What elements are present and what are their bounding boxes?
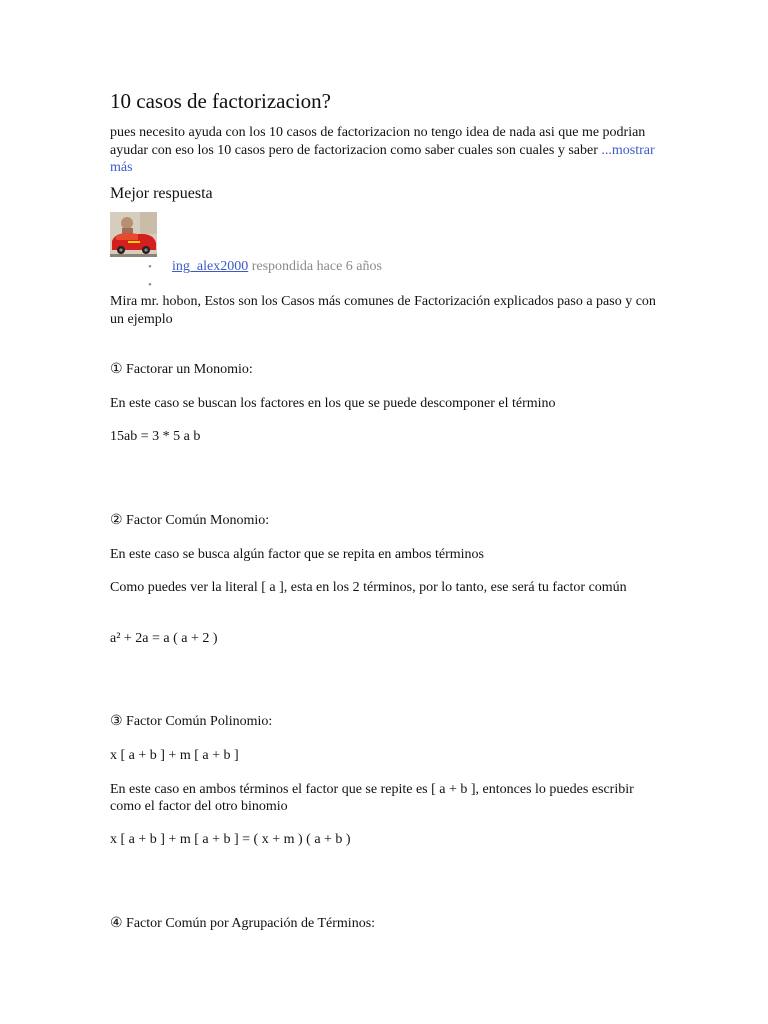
show-more-link[interactable]: ...mostrar más: [110, 142, 655, 175]
answerer-username-link[interactable]: ing_alex2000: [172, 259, 249, 274]
avatar: [110, 212, 157, 257]
case-3-title: ③ Factor Común Polinomio:: [110, 714, 273, 729]
list-item: [148, 258, 382, 276]
answerer-info-list: [148, 258, 382, 294]
case-3-description: En este caso en ambos términos el factor que se repite es [ a + b ], entonces lo puedes escribir como el factor del otro binomio: [110, 782, 634, 814]
page-title: 10 casos de factorizacion?: [110, 89, 331, 113]
list-item: [148, 276, 382, 294]
case-2-example: a² + 2a = a ( a + 2 ): [110, 631, 218, 646]
case-1-title: ① Factorar un Monomio:: [110, 362, 253, 377]
case-1-description: En este caso se buscan los factores en los que se puede descomponer el término: [110, 396, 556, 411]
case-1-example: 15ab = 3 * 5 a b: [110, 429, 201, 444]
case-2-note: Como puedes ver la literal [ a ], esta en los 2 términos, por lo tanto, ese será tu factor común: [110, 580, 627, 595]
case-2-description: En este caso se busca algún factor que se repita en ambos términos: [110, 547, 484, 562]
case-3-example: x [ a + b ] + m [ a + b ] = ( x + m ) ( a + b ): [110, 832, 351, 847]
case-4-title: ④ Factor Común por Agrupación de Términos:: [110, 916, 376, 931]
case-3-expression: x [ a + b ] + m [ a + b ]: [110, 748, 239, 763]
answer-timestamp: respondida hace 6 años: [251, 259, 382, 274]
best-answer-heading: Mejor respuesta: [110, 185, 213, 202]
question-body: pues necesito ayuda con los 10 casos de factorizacion no tengo idea de nada asi que me podrian ayudar con eso los 10 casos pero de factorizacion como saber cuales son cuales y saber: [110, 125, 646, 158]
avatar-image-icon: [110, 212, 157, 257]
case-2-title: ② Factor Común Monomio:: [110, 513, 270, 528]
question-text: [110, 124, 662, 177]
answer-intro: Mira mr. hobon, Estos son los Casos más comunes de Factorización explicados paso a paso y con un ejemplo: [110, 294, 656, 327]
